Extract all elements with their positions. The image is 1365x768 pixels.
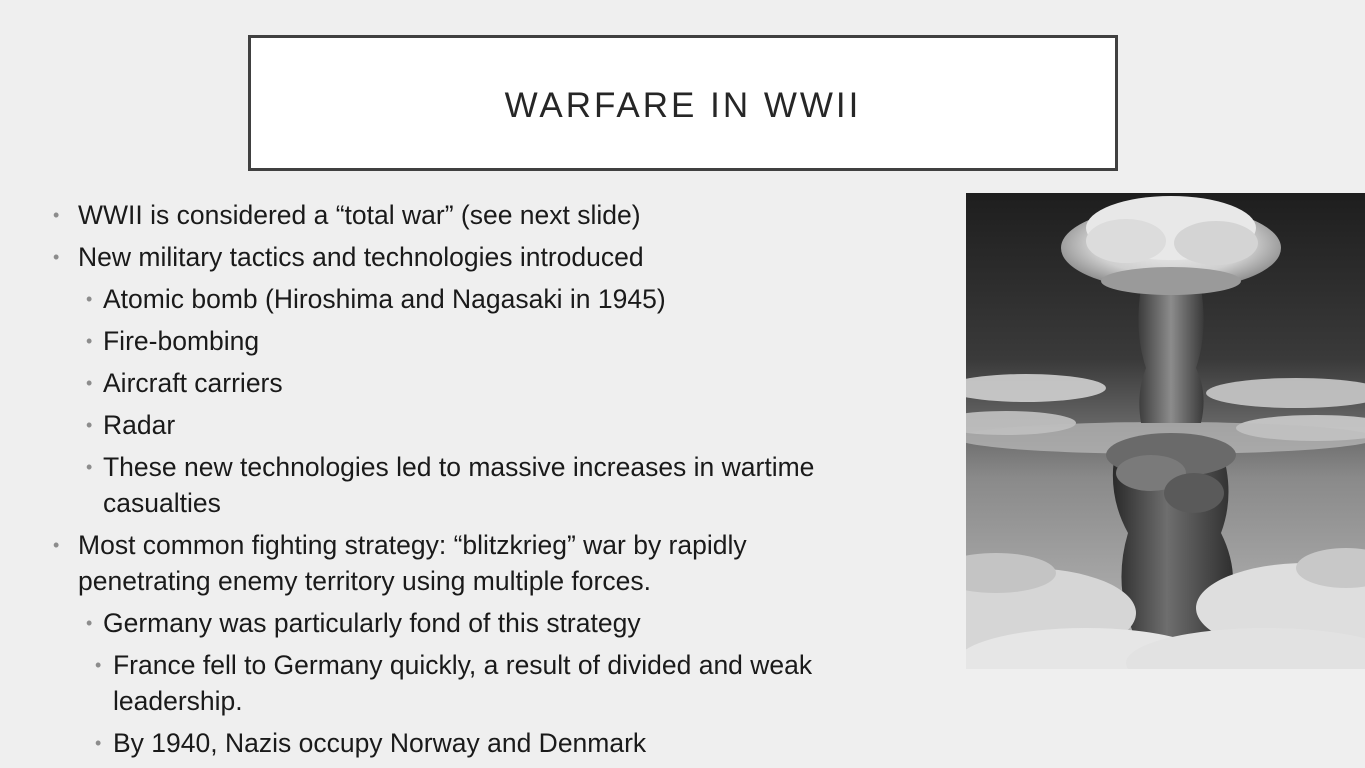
bullet-marker: • [86,457,93,477]
mushroom-cloud-photo [966,193,1365,669]
bullet-germany-fond: Germany was particularly fond of this strategy [103,608,641,638]
bullet-marker: • [86,415,93,435]
bullet-marker: • [95,733,102,753]
bullet-total-war: WWII is considered a “total war” (see next slide) [78,200,641,230]
bullet-france-fell-cont: leadership. [113,686,243,716]
bullet-marker: • [53,247,60,267]
bullet-casualties: These new technologies led to massive increases in wartime [103,452,815,482]
bullet-norway-denmark: By 1940, Nazis occupy Norway and Denmark [113,728,647,758]
bullet-blitzkrieg: Most common fighting strategy: “blitzkrieg” war by rapidly [78,530,747,560]
bullet-france-fell: France fell to Germany quickly, a result of divided and weak [113,650,813,680]
slide-title: WARFARE IN WWII [504,86,862,125]
bullet-marker: • [53,535,60,555]
bullet-radar: Radar [103,410,176,440]
bullet-new-tactics: New military tactics and technologies introduced [78,242,644,272]
bullet-marker: • [86,613,93,633]
bullet-marker: • [86,331,93,351]
bullet-blitzkrieg-cont: penetrating enemy territory using multiple forces. [78,566,651,596]
bullet-marker: • [53,205,60,225]
bullet-marker: • [95,655,102,675]
bullet-casualties-cont: casualties [103,488,221,518]
mushroom-cloud-image [966,193,1365,669]
bullet-marker: • [86,373,93,393]
bullet-atomic-bomb: Atomic bomb (Hiroshima and Nagasaki in 1945) [103,284,666,314]
bullet-aircraft-carriers: Aircraft carriers [103,368,283,398]
bullet-marker: • [86,289,93,309]
bullet-fire-bombing: Fire-bombing [103,326,260,356]
